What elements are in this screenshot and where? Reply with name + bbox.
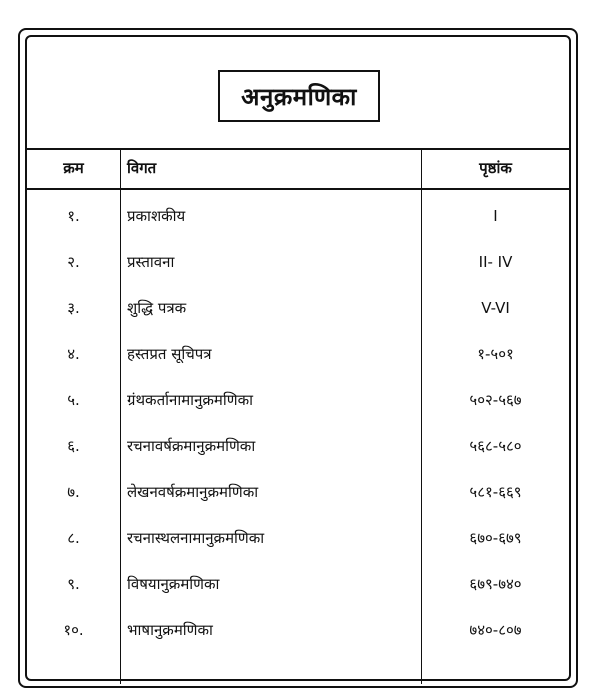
table-row: [27, 469, 569, 515]
table-row: [27, 285, 569, 331]
serial-number: ९.: [67, 575, 80, 593]
item-title: प्रस्तावना: [127, 253, 175, 271]
header-item: विगत: [127, 159, 157, 177]
page-range: II- IV: [478, 253, 513, 271]
serial-number: ५.: [67, 391, 80, 409]
page-range: ७४०-८०७: [469, 621, 522, 639]
serial-number: ४.: [67, 345, 80, 363]
table-row: [27, 331, 569, 377]
table-row: [27, 193, 569, 239]
serial-number: ७.: [67, 483, 80, 501]
table-row: [27, 515, 569, 561]
item-title: लेखनवर्षक्रमानुक्रमणिका: [127, 483, 259, 501]
table-row: [27, 423, 569, 469]
header-serial: क्रम: [63, 159, 84, 177]
page-range: ५६८-५८०: [469, 437, 522, 455]
page-range: १-५०१: [477, 345, 514, 363]
table-row: [27, 607, 569, 653]
item-title: रचनास्थलनामानुक्रमणिका: [127, 529, 265, 547]
header-bottom-rule: [27, 188, 569, 190]
page-range: ५८१-६६९: [469, 483, 522, 501]
item-title: विषयानुक्रमणिका: [127, 575, 220, 593]
serial-number: १०.: [63, 621, 84, 639]
page-range: ५०२-५६७: [469, 391, 522, 409]
item-title: भाषानुक्रमणिका: [127, 621, 213, 639]
item-title: हस्तप्रत सूचिपत्र: [127, 345, 212, 363]
table-row: [27, 239, 569, 285]
page-range: V-VI: [481, 299, 510, 317]
table-row: [27, 377, 569, 423]
item-title: शुद्धि पत्रक: [127, 299, 187, 317]
table-row: [27, 561, 569, 607]
item-title: रचनावर्षक्रमानुक्रमणिका: [127, 437, 256, 455]
page-range: ६७०-६७९: [469, 529, 522, 547]
serial-number: १.: [67, 207, 80, 225]
serial-number: २.: [67, 253, 80, 271]
page-range: I: [493, 207, 498, 225]
serial-number: ८.: [67, 529, 80, 547]
page-range: ६७९-७४०: [469, 575, 522, 593]
header-page: पृष्ठांक: [479, 159, 512, 177]
title-box: [218, 70, 380, 122]
item-title: ग्रंथकर्तानामानुक्रमणिका: [127, 391, 254, 409]
serial-number: ३.: [67, 299, 80, 317]
serial-number: ६.: [67, 437, 80, 455]
page-title: अनुक्रमणिका: [241, 82, 357, 111]
item-title: प्रकाशकीय: [127, 207, 186, 225]
